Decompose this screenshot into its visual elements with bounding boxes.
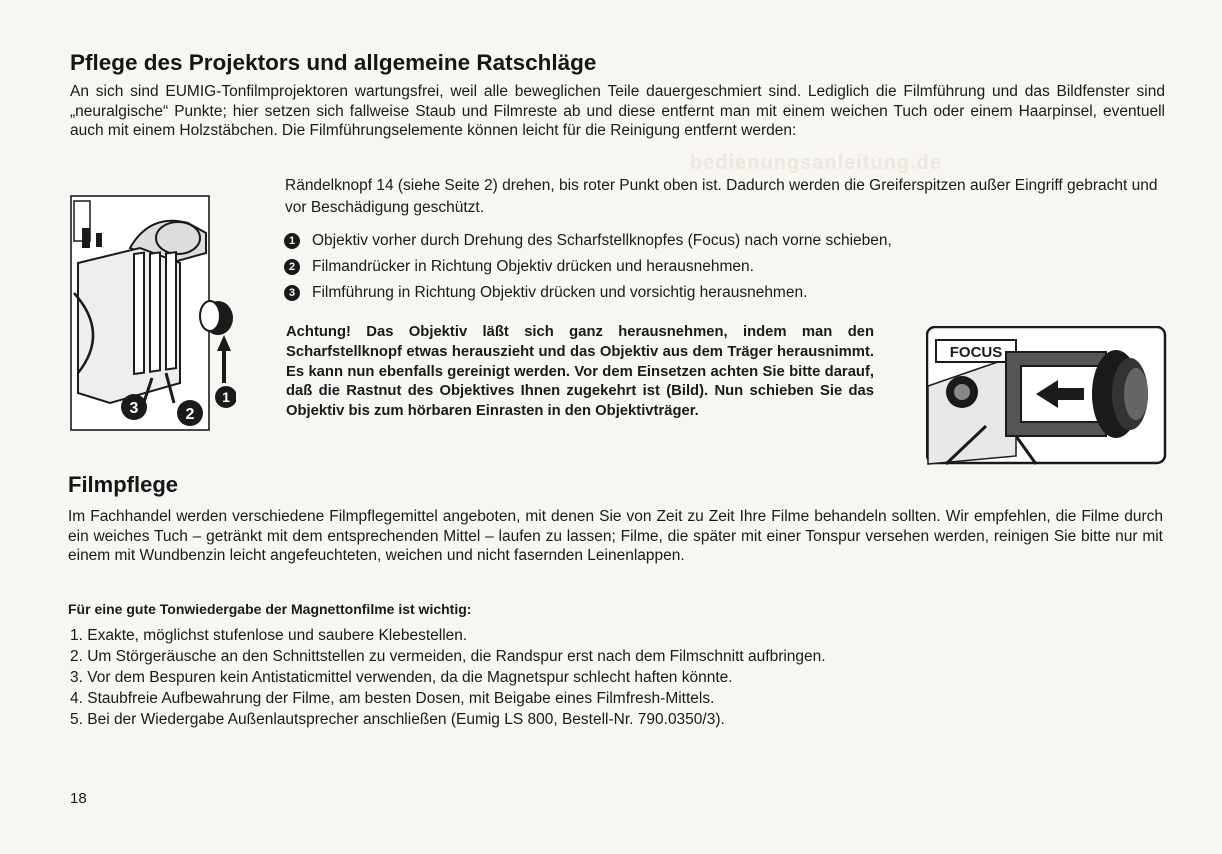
list-item: 1. Exakte, möglichst stufenlose und saubere Klebestellen. <box>70 627 468 644</box>
lens-drawing <box>926 326 1168 466</box>
step-number: 3 <box>284 285 300 301</box>
step-text: Filmandrücker in Richtung Objektiv drücken und herausnehmen. <box>312 258 754 275</box>
step-item <box>284 254 1164 280</box>
intro-paragraph: An sich sind EUMIG-Tonfilmprojektoren wartungsfrei, weil alle beweglichen Teile dauergeschmiert sind. Lediglich die Filmführung und das Bildfenster sind „neuralgische“ Punkte; hier setzen sich fallweise Staub und Filmreste ab und diese entfernt man mit einem weichen Tuch oder einem Haarpinsel, eventuell auch mit einem Holzstäbchen. Die Filmführungselemente können leicht für die Reinigung entfernt werden: <box>70 83 1165 139</box>
film-gate-illustration <box>70 193 236 433</box>
step-text: Objektiv vorher durch Drehung des Scharfstellknopfes (Focus) nach vorne schieben, <box>312 232 892 249</box>
page-number: 18 <box>70 790 87 807</box>
sound-heading: Für eine gute Tonwiedergabe der Magnettonfilme ist wichtig: <box>68 601 472 617</box>
step-item <box>284 228 1164 254</box>
step-number: 2 <box>284 259 300 275</box>
watermark: bedienungsanleitung.de <box>690 152 943 174</box>
section-heading-film: Filmpflege <box>68 472 179 497</box>
list-item: 4. Staubfreie Aufbewahrung der Filme, am besten Dosen, mit Beigabe eines Filmfresh-Mittels. <box>70 690 715 707</box>
step-list <box>284 228 1164 306</box>
lens-illustration <box>926 326 1168 466</box>
film-gate-drawing <box>70 193 236 433</box>
list-item: 5. Bei der Wiedergabe Außenlautsprecher anschließen (Eumig LS 800, Bestell-Nr. 790.0350/3). <box>70 711 725 728</box>
sound-list <box>70 625 1070 730</box>
list-item: 3. Vor dem Bespuren kein Antistaticmittel verwenden, da die Magnetspur schlecht haften könnte. <box>70 669 733 686</box>
figure-label-2: 2 <box>185 406 195 423</box>
step-text: Filmführung in Richtung Objektiv drücken und vorsichtig herausnehmen. <box>312 284 808 301</box>
film-paragraph: Im Fachhandel werden verschiedene Filmpflegemittel angeboten, mit denen Sie von Zeit zu Zeit Ihre Filme behandeln sollten. Wir empfehlen, die Filme durch ein weiches Tuch – getränkt mit dem entsprechenden Mittel – laufen zu lassen; Filme, die später mit einer Tonspur versehen werden, reinigen Sie bitte nur mit einem mit Wundbenzin leicht angefeuchteten, weichen und nicht fasernden Leinenlappen. <box>68 508 1163 564</box>
page-title: Pflege des Projektors und allgemeine Ratschläge <box>70 50 597 75</box>
figure-label-1: 1 <box>222 389 230 405</box>
knob-instruction: Rändelknopf 14 (siehe Seite 2) drehen, bis roter Punkt oben ist. Dadurch werden die Greiferspitzen außer Eingriff gebracht und vor Beschädigung geschützt. <box>285 177 1158 216</box>
list-item: 2. Um Störgeräusche an den Schnittstellen zu vermeiden, die Randspur erst nach dem Filmschnitt aufbringen. <box>70 648 826 665</box>
step-item <box>284 280 1164 306</box>
focus-label: FOCUS <box>949 344 1003 361</box>
figure-label-3: 3 <box>129 400 139 417</box>
step-number: 1 <box>284 233 300 249</box>
warning-paragraph: Achtung! Das Objektiv läßt sich ganz herausnehmen, indem man den Scharfstellknopf etwas herauszieht und das Objektiv aus dem Träger herausnimmt. Es kann nun ebenfalls gereinigt werden. Vor dem Einsetzen achten Sie bitte darauf, daß die Rastnut des Objektives Ihnen zugekehrt ist (Bild). Nun schieben Sie das Objektiv bis zum hörbaren Einrasten in den Objektivträger. <box>286 324 874 420</box>
